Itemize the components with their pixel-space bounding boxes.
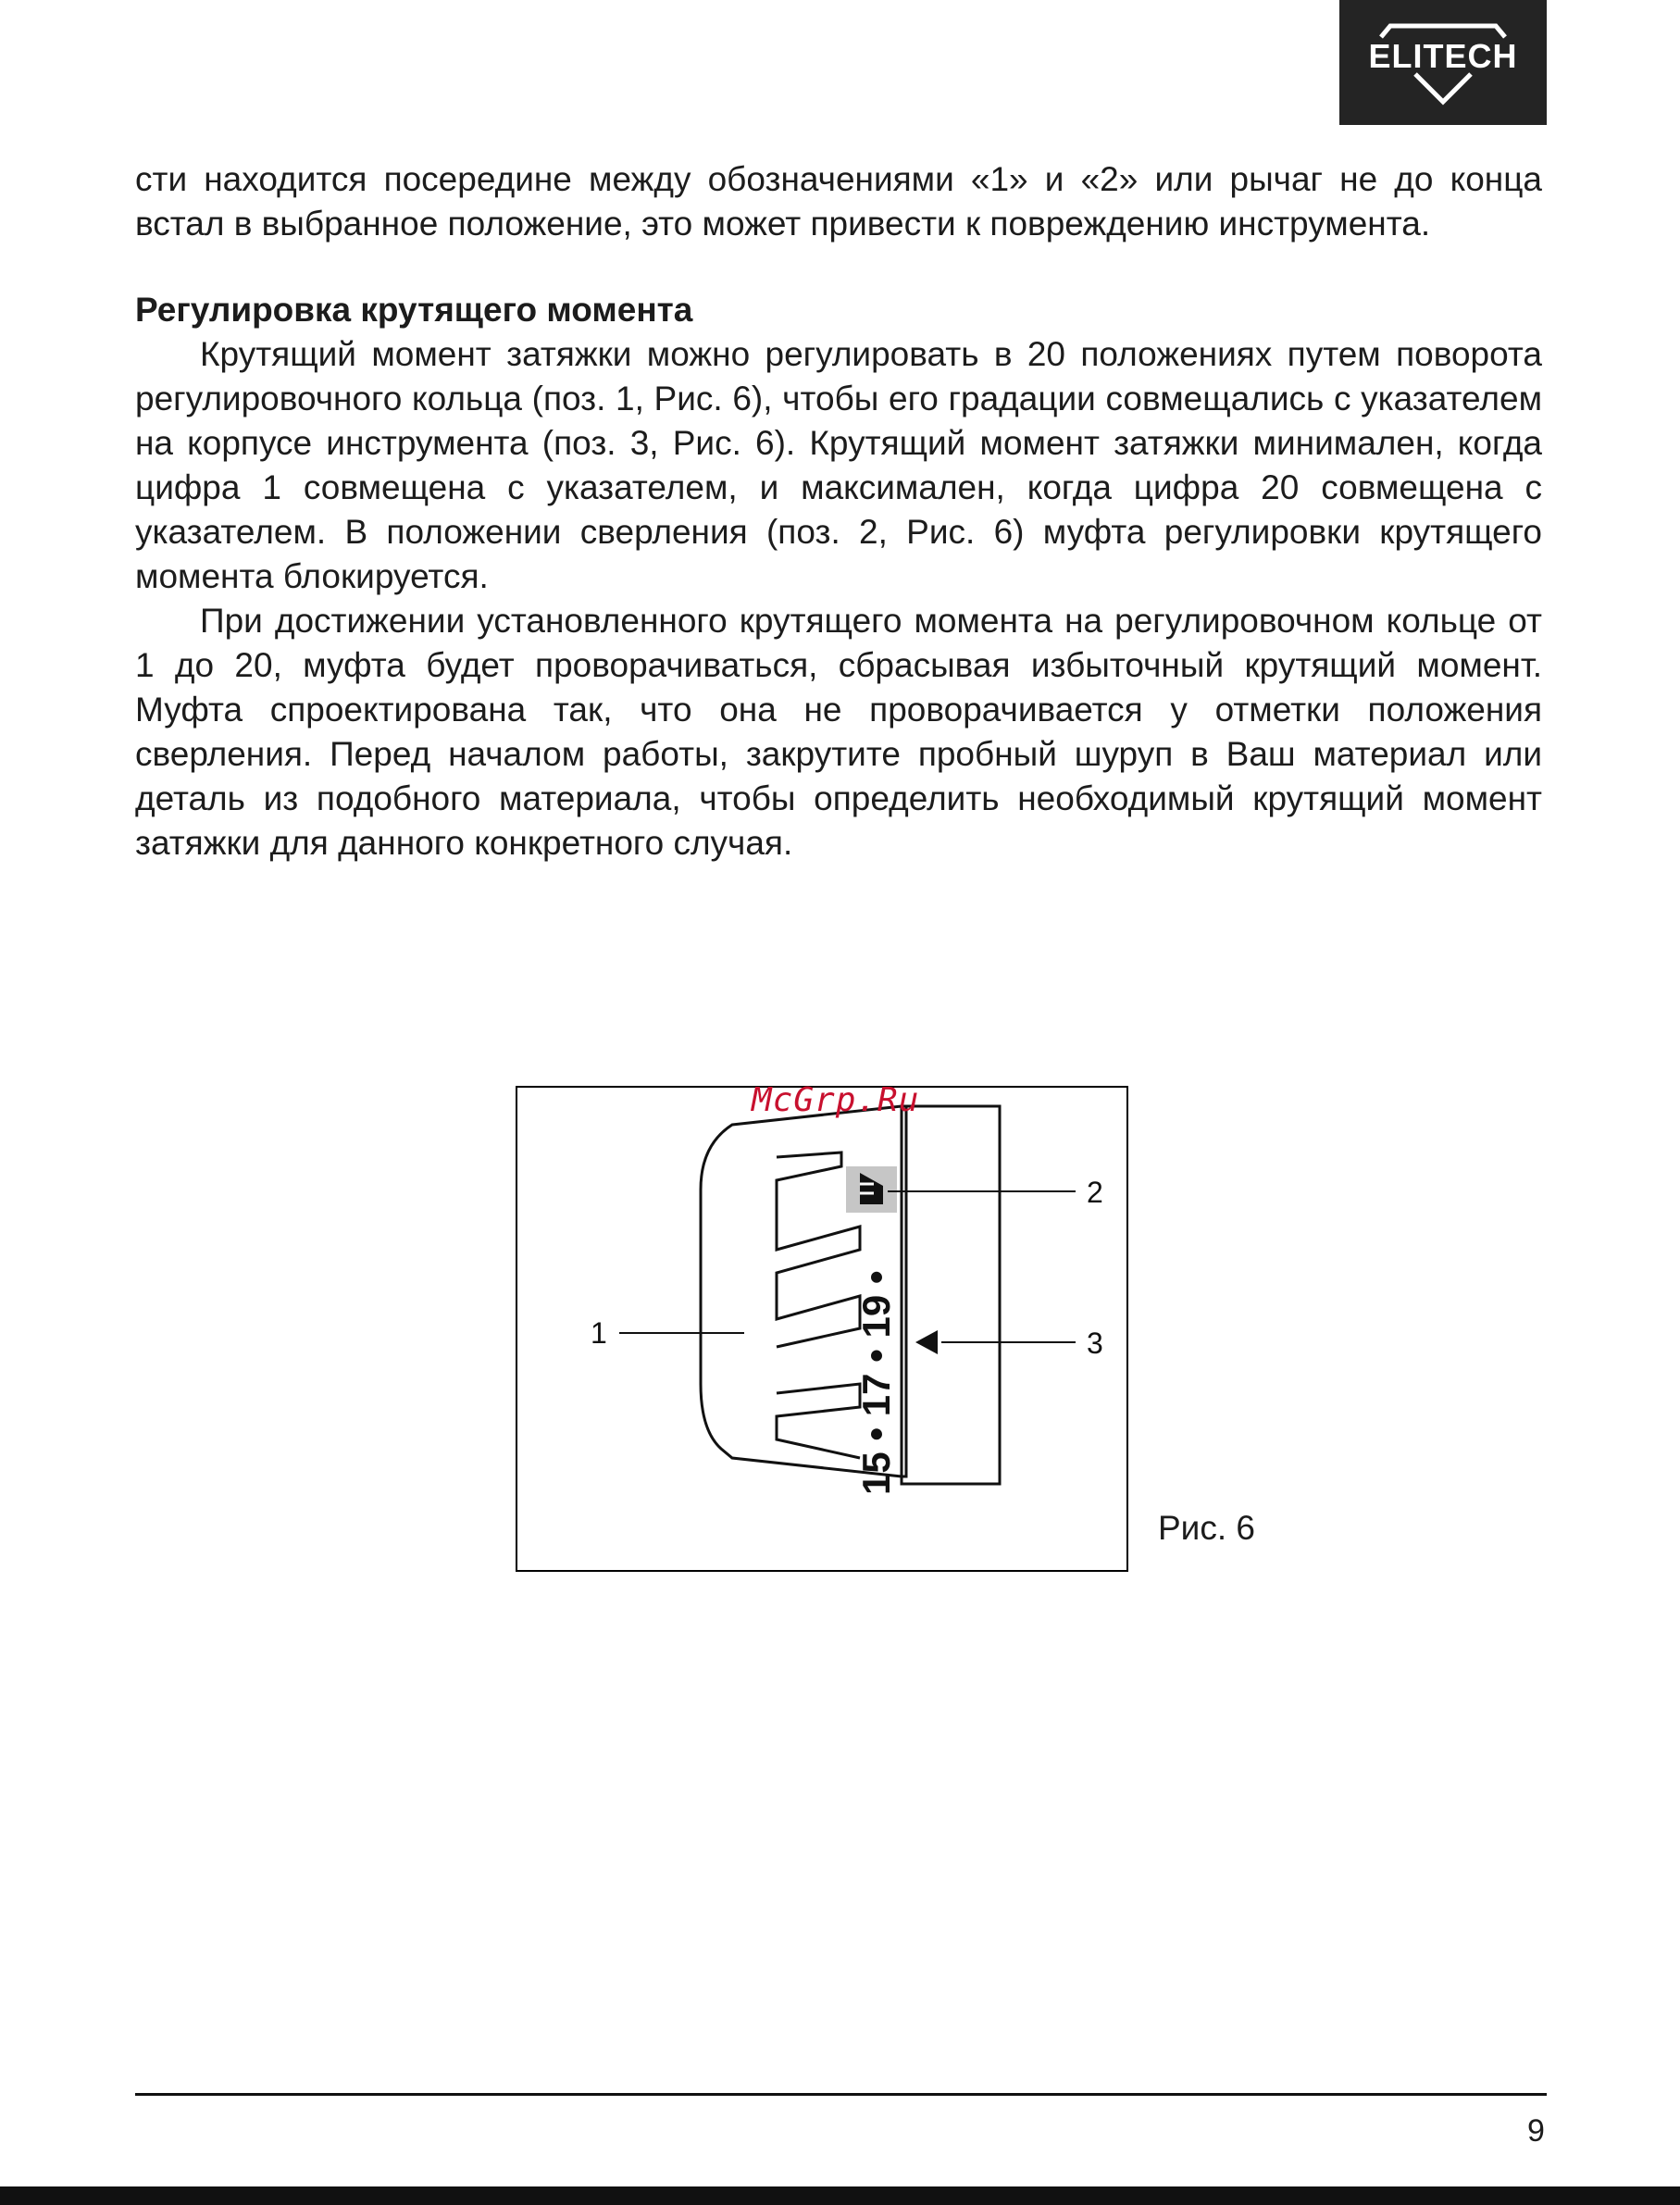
logo-chevron-icon bbox=[1339, 0, 1547, 125]
logo-text: ELITECH bbox=[1368, 37, 1518, 75]
torque-ring-illustration bbox=[517, 1088, 1126, 1570]
figure-frame bbox=[516, 1086, 1128, 1572]
paragraph-clutch: При достижении установленного крутящего момента на регулировочном кольце от 1 до 20, муфта будет проворачиваться, сбрасывая избыточный крутящий момент. Муфта спроектирована так, что она не проворачивается у отметки положения сверления. Перед началом работы, закрутите пробный шуруп в Ваш материал или деталь из подобного материала, чтобы определить необходимый крутящий момент затяжки для данного конкретного случая. bbox=[135, 602, 1542, 862]
label-1: 1 bbox=[591, 1316, 607, 1350]
footer-divider bbox=[135, 2093, 1547, 2096]
paragraph-continuation: сти находится посередине между обозначениями «1» и «2» или рычаг не до конца встал в выбранное положение, это может привести к повреждению инструмента. bbox=[135, 160, 1542, 243]
label-3: 3 bbox=[1087, 1327, 1103, 1360]
watermark: McGrp.Ru bbox=[752, 1081, 920, 1119]
paragraph-torque-adjustment: Крутящий момент затяжки можно регулировать в 20 положениях путем поворота регулировочного кольца (поз. 1, Рис. 6), чтобы его градации совмещались с указателем на корпусе инструмента (поз. 3, Рис. 6). Крутящий момент затяжки минимален, когда цифра 1 совмещена с указателем, и максимален, когда цифра 20 совмещена с указателем. В положении сверления (поз. 2, Рис. 6) муфта регулировки крутящего момента блокируется. bbox=[135, 335, 1542, 595]
torque-scale-text: 15 • 17 • 19 • bbox=[854, 1270, 898, 1495]
pointer-triangle-icon bbox=[915, 1330, 938, 1354]
page-bottom-edge bbox=[0, 2186, 1680, 2205]
label-2: 2 bbox=[1087, 1176, 1103, 1209]
figure-caption: Рис. 6 bbox=[1158, 1509, 1255, 1547]
brand-logo bbox=[1339, 0, 1547, 125]
page-number: 9 bbox=[1527, 2113, 1545, 2149]
section-heading: Регулировка крутящего момента bbox=[135, 291, 693, 329]
